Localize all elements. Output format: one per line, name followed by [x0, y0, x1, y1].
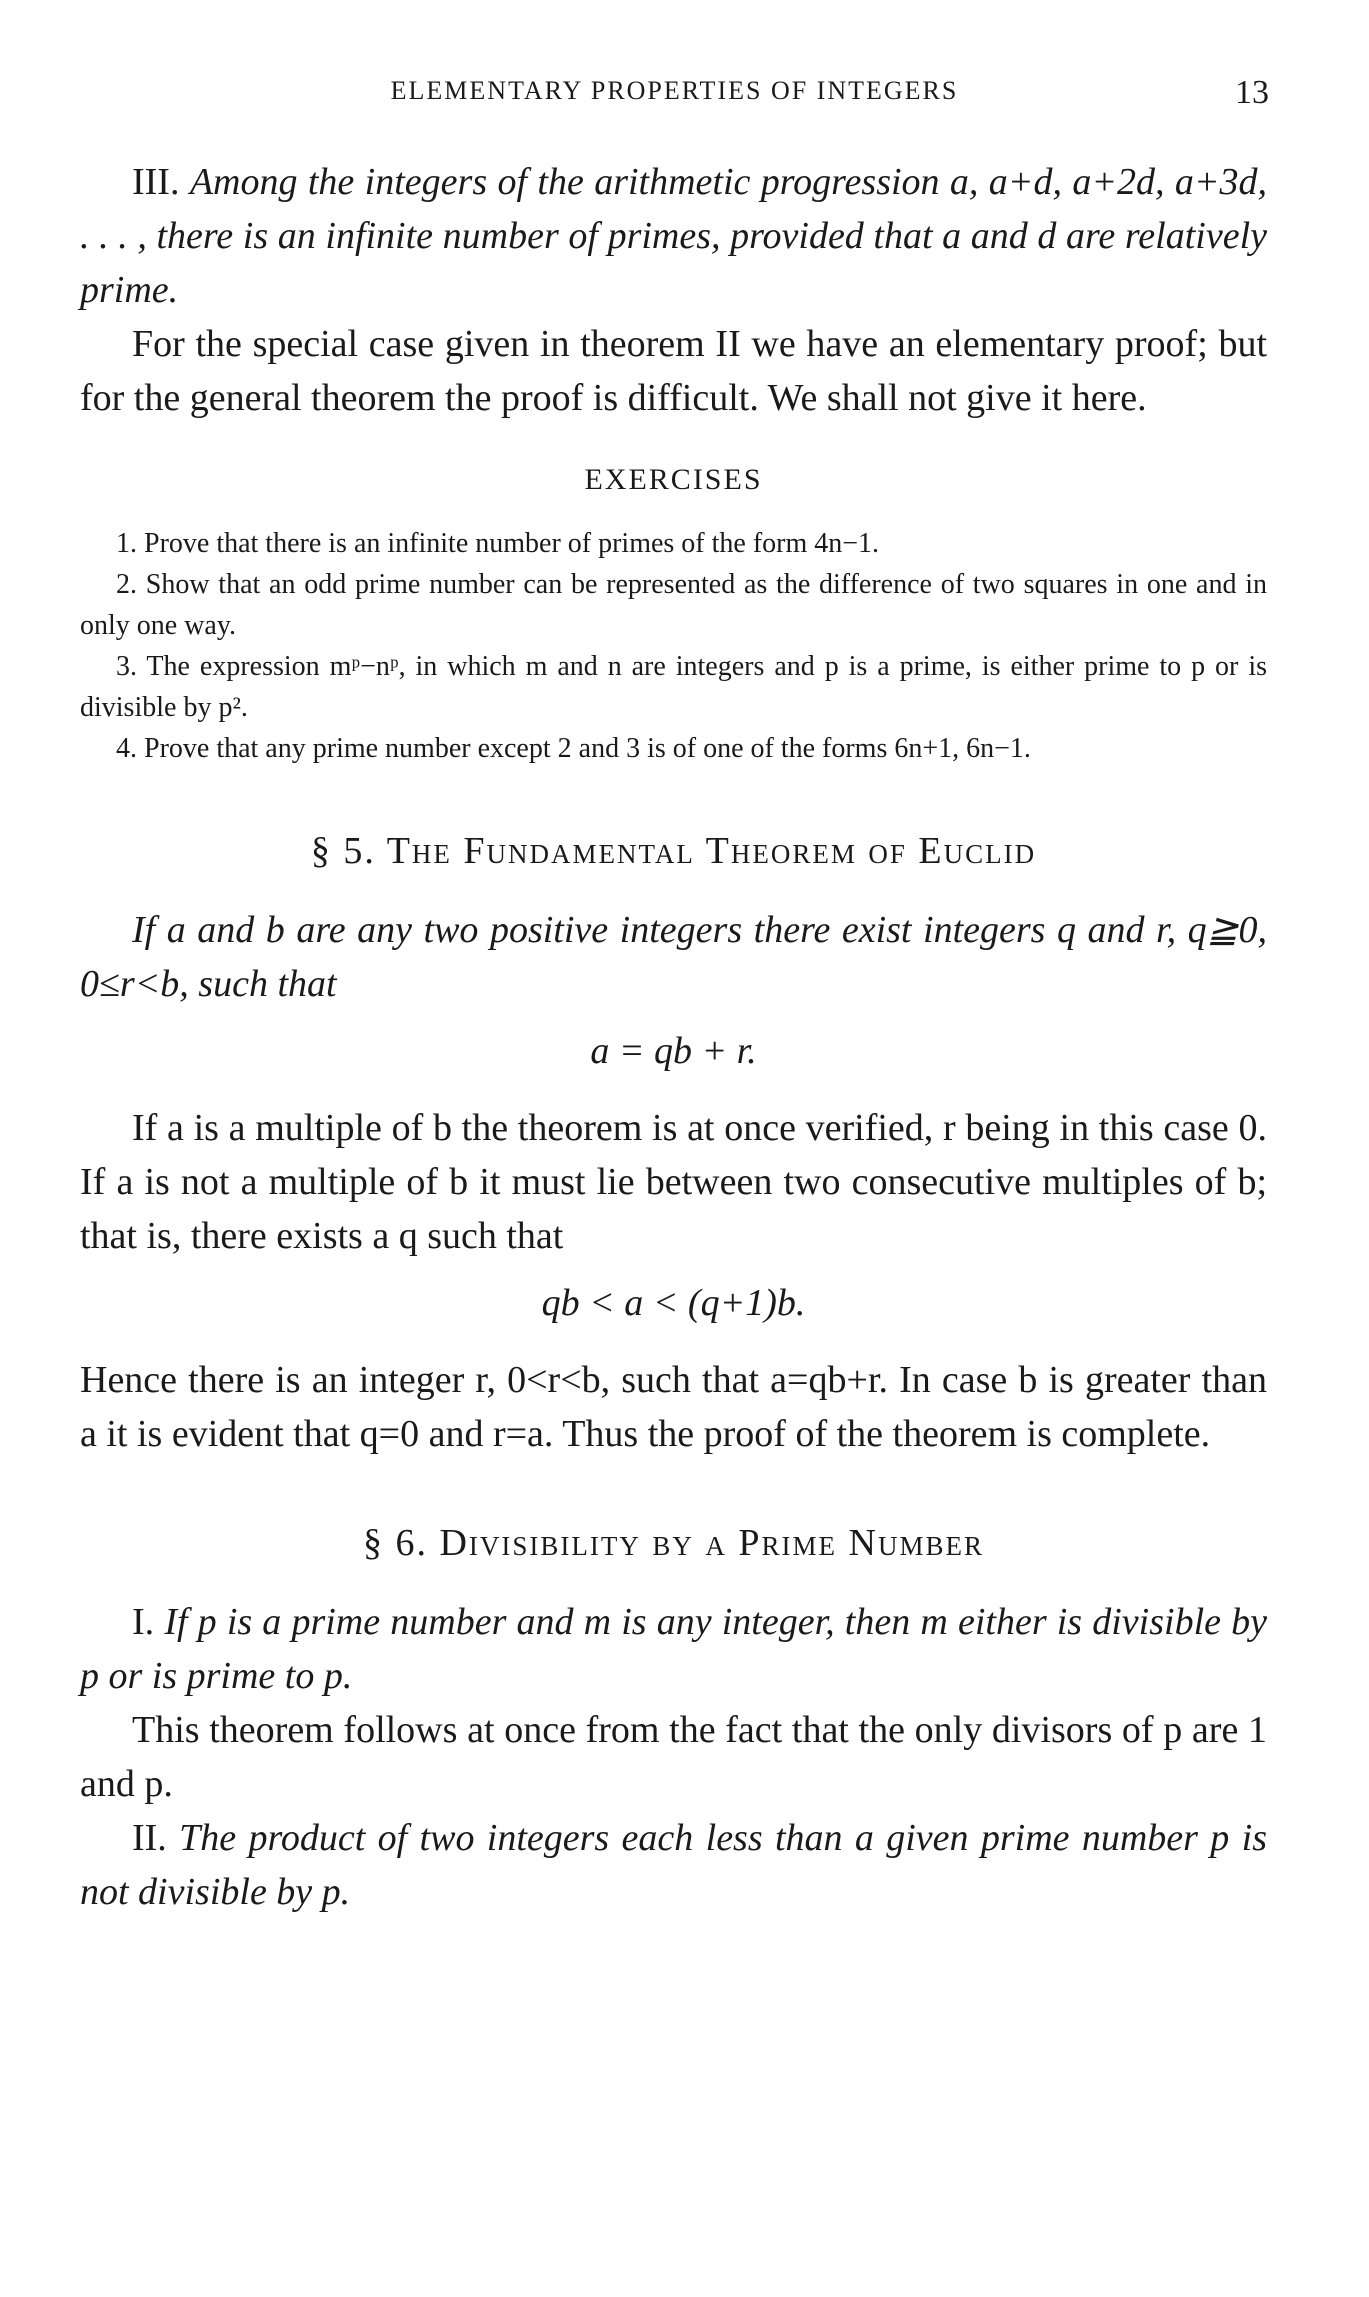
- exercise-item: 2. Show that an odd prime number can be represented as the difference of two squares in one and in only one way.: [80, 569, 1267, 641]
- theorem-6-i-label: I.: [132, 1601, 165, 1643]
- exercise-item: 4. Prove that any prime number except 2 and 3 is of one of the forms 6n+1, 6n−1.: [116, 733, 1031, 764]
- theorem-iii-label: III.: [132, 161, 190, 203]
- page-header: [80, 74, 1269, 114]
- equation-qb-inequality: qb < a < (q+1)b.: [541, 1282, 806, 1324]
- page-body: [80, 155, 1267, 1919]
- section-5-heading: § 5. The Fundamental Theorem of Euclid: [310, 830, 1037, 872]
- page-number: 13: [1235, 74, 1269, 111]
- theorem-iii: [80, 155, 1267, 317]
- theorem-6-ii: [80, 1811, 1267, 1919]
- exercise-item: 3. The expression mᵖ−nᵖ, in which m and n are integers and p is a prime, is either prime to p or is divisible by p².: [80, 651, 1267, 723]
- theorem-6-i: [80, 1595, 1267, 1703]
- theorem-6-i-statement: If p is a prime number and m is any integer, then m either is divisible by p or is prime to p.: [80, 1601, 1268, 1697]
- theorem-6-ii-statement: The product of two integers each less than a given prime number p is not divisible by p.: [80, 1817, 1267, 1913]
- euclid-proof-paragraph-1: If a is a multiple of b the theorem is at once verified, r being in this case 0. If a is not a multiple of b it must lie between two consecutive multiples of b; that is, there exists a q such that: [80, 1107, 1267, 1257]
- running-head: ELEMENTARY PROPERTIES OF INTEGERS: [390, 76, 959, 105]
- euclid-theorem-statement: If a and b are any two positive integers there exist integers q and r, q≧0, 0≤r<b, such that: [80, 909, 1267, 1005]
- theorem-6-ii-label: II.: [132, 1817, 180, 1859]
- euclid-proof-paragraph-2: Hence there is an integer r, 0<r<b, such that a=qb+r. In case b is greater than a it is evident that q=0 and r=a. Thus the proof of the theorem is complete.: [80, 1359, 1267, 1455]
- theorem-iii-statement: Among the integers of the arithmetic progression a, a+d, a+2d, a+3d, . . . , there is an infinite number of primes, provided that a and d are relatively prime.: [80, 161, 1267, 311]
- special-case-paragraph: For the special case given in theorem II we have an elementary proof; but for the general theorem the proof is difficult. We shall not give it here.: [80, 323, 1267, 419]
- theorem-6-i-explanation: This theorem follows at once from the fact that the only divisors of p are 1 and p.: [80, 1709, 1267, 1805]
- exercise-item: 1. Prove that there is an infinite number of primes of the form 4n−1.: [116, 528, 880, 559]
- exercises-heading: EXERCISES: [584, 463, 763, 496]
- section-6-heading: § 6. Divisibility by a Prime Number: [362, 1522, 984, 1564]
- equation-a-equals-qb-plus-r: a = qb + r.: [590, 1030, 757, 1072]
